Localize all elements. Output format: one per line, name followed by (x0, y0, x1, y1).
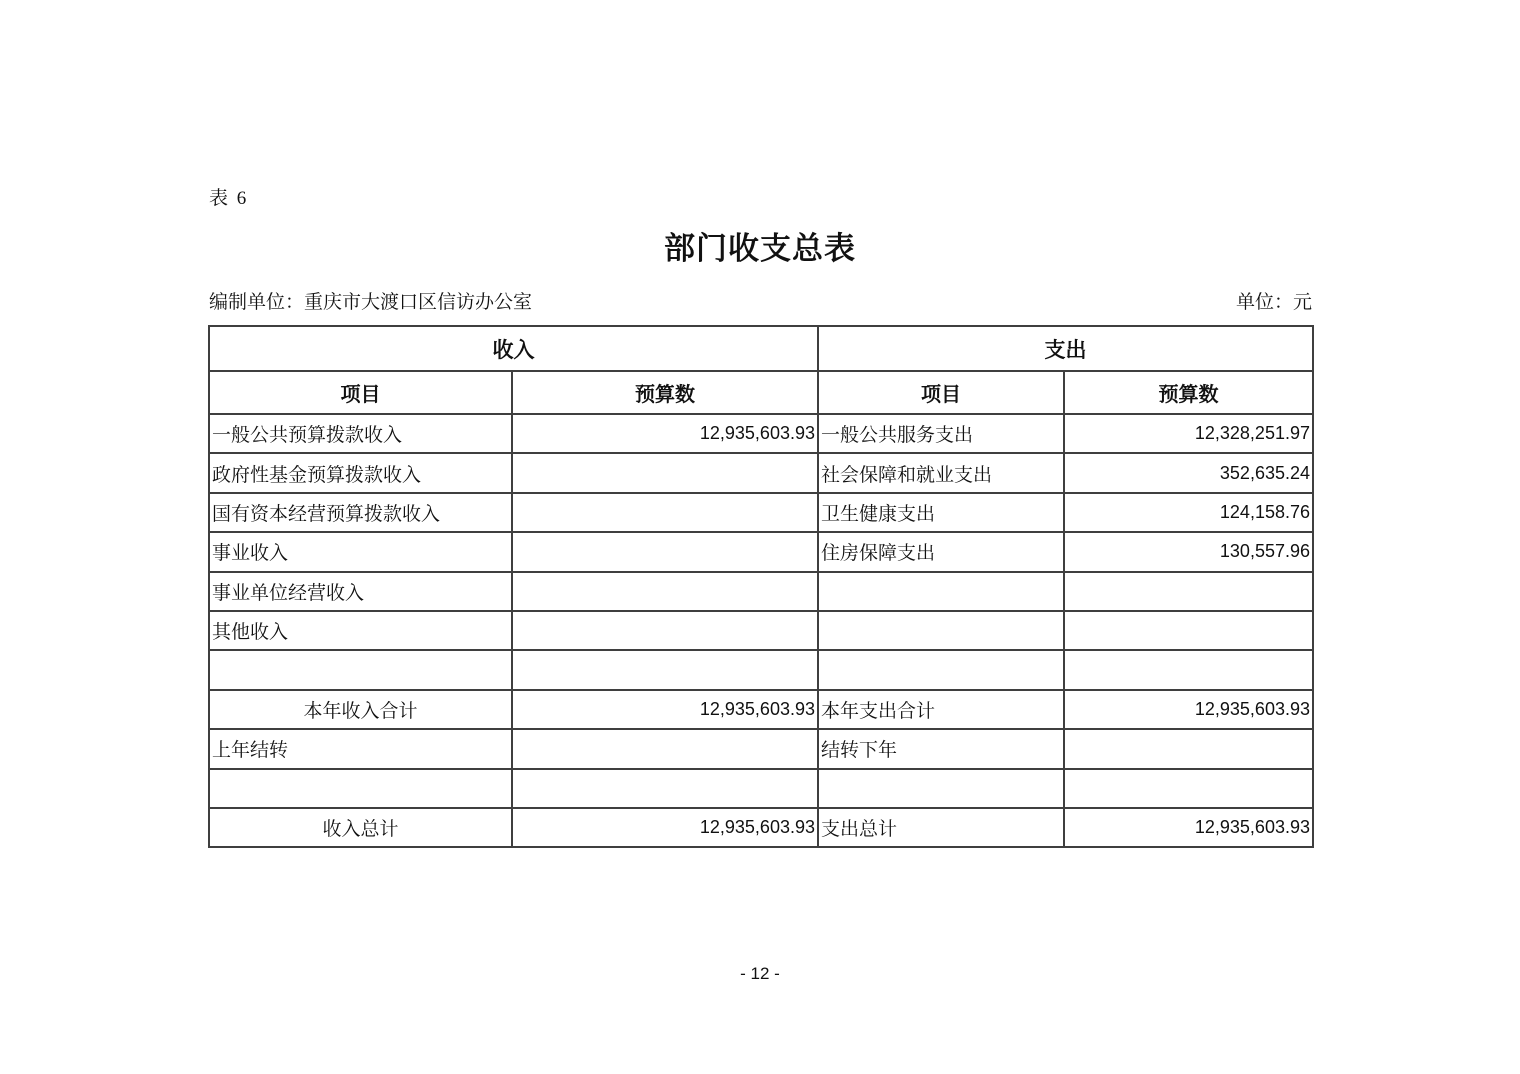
expense-budget-cell (1064, 650, 1313, 689)
income-budget-cell (512, 453, 818, 492)
expense-budget-cell: 12,935,603.93 (1064, 690, 1313, 729)
table-row (209, 690, 1313, 729)
unit-note-label: 单位：元 (1235, 292, 1312, 313)
income-total-year-cell: 本年收入合计 (209, 690, 512, 729)
income-item-cell: 其他收入 (209, 611, 512, 650)
expense-item-cell: 社会保障和就业支出 (818, 453, 1064, 492)
income-section-header: 收入 (209, 326, 818, 371)
expense-budget-cell: 130,557.96 (1064, 532, 1313, 571)
income-budget-cell (512, 729, 818, 768)
page-title: 部门收支总表 (664, 231, 856, 266)
expense-budget-column-header: 预算数 (1064, 371, 1313, 414)
income-budget-cell (512, 650, 818, 689)
income-item-cell: 一般公共预算拨款收入 (209, 414, 512, 453)
income-item-column-header: 项目 (209, 371, 512, 414)
expense-item-cell (818, 769, 1064, 808)
table-row (209, 493, 1313, 532)
expense-budget-cell (1064, 729, 1313, 768)
income-budget-cell (512, 769, 818, 808)
income-budget-cell (512, 493, 818, 532)
expense-budget-cell: 12,328,251.97 (1064, 414, 1313, 453)
income-item-cell (209, 769, 512, 808)
budget-summary-table (208, 325, 1314, 848)
income-item-cell: 事业收入 (209, 532, 512, 571)
expense-total-year-cell: 本年支出合计 (818, 690, 1064, 729)
table-row (209, 650, 1313, 689)
table-row (209, 611, 1313, 650)
expense-item-cell (818, 572, 1064, 611)
expense-section-header: 支出 (818, 326, 1313, 371)
income-budget-cell (512, 572, 818, 611)
expense-item-cell: 卫生健康支出 (818, 493, 1064, 532)
expense-item-cell (818, 650, 1064, 689)
income-item-cell: 事业单位经营收入 (209, 572, 512, 611)
income-grand-total-cell: 收入总计 (209, 808, 512, 847)
income-item-cell: 政府性基金预算拨款收入 (209, 453, 512, 492)
table-row (209, 453, 1313, 492)
table-row (209, 572, 1313, 611)
section-header-row (209, 326, 1313, 371)
table-row (209, 414, 1313, 453)
income-item-cell: 上年结转 (209, 729, 512, 768)
expense-budget-cell: 12,935,603.93 (1064, 808, 1313, 847)
table-row (209, 532, 1313, 571)
income-budget-cell: 12,935,603.93 (512, 808, 818, 847)
expense-budget-cell: 352,635.24 (1064, 453, 1313, 492)
income-budget-cell (512, 532, 818, 571)
expense-item-column-header: 项目 (818, 371, 1064, 414)
expense-item-cell: 结转下年 (818, 729, 1064, 768)
expense-item-cell: 一般公共服务支出 (818, 414, 1064, 453)
expense-item-cell (818, 611, 1064, 650)
table-number-label: 表 6 (209, 188, 249, 209)
expense-budget-cell (1064, 572, 1313, 611)
income-budget-cell: 12,935,603.93 (512, 690, 818, 729)
income-budget-cell (512, 611, 818, 650)
table-row (209, 729, 1313, 768)
prepared-by-label: 编制单位：重庆市大渡口区信访办公室 (209, 292, 533, 313)
expense-budget-cell (1064, 769, 1313, 808)
page-number: - 12 - (740, 964, 780, 983)
expense-item-cell: 住房保障支出 (818, 532, 1064, 571)
table-row (209, 769, 1313, 808)
income-budget-cell: 12,935,603.93 (512, 414, 818, 453)
income-item-cell (209, 650, 512, 689)
income-budget-column-header: 预算数 (512, 371, 818, 414)
expense-budget-cell (1064, 611, 1313, 650)
column-header-row (209, 371, 1313, 414)
expense-budget-cell: 124,158.76 (1064, 493, 1313, 532)
income-item-cell: 国有资本经营预算拨款收入 (209, 493, 512, 532)
table-row (209, 808, 1313, 847)
expense-grand-total-cell: 支出总计 (818, 808, 1064, 847)
